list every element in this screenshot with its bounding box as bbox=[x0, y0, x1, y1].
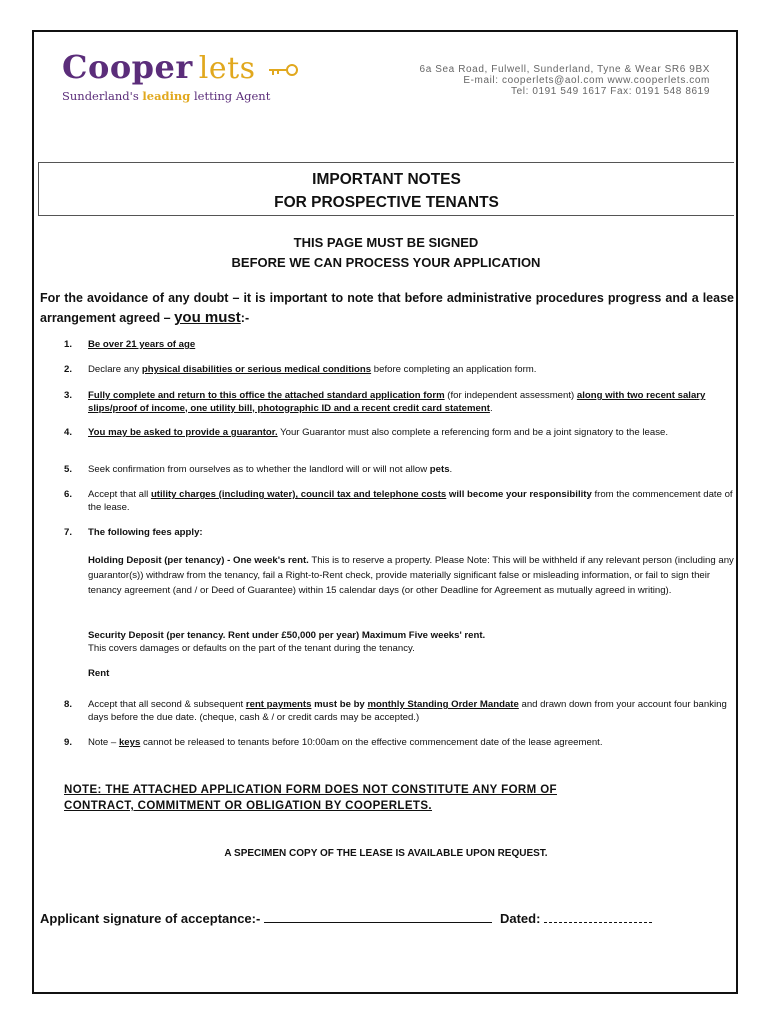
list-item-2: 2. Declare any physical disabilities or serious medical conditions before completing an application form. bbox=[64, 364, 537, 375]
list-item-4: 4. You may be asked to provide a guarantor. Your Guarantor must also complete a referencing form and be a joint signatory to the lease. bbox=[64, 427, 668, 438]
subtitle: THIS PAGE MUST BE SIGNED BEFORE WE CAN PROCESS YOUR APPLICATION bbox=[231, 235, 541, 270]
holding-deposit: Holding Deposit (per tenancy) - One week's rent. This is to reserve a property. Please Note: This will be withheld if any relevant person (including any guarantor(s)) withdraw from the tenancy, fail a Right-to-Rent check, provide materially significant false or misleading information, or fail to sign their tenancy agreement (and / or Deed of Guarantee) within 15 calendar days (or other Deadline for Agreement as mutually agreed in writing). bbox=[88, 555, 734, 597]
logo-tagline: Sunderland's leading letting Agent bbox=[62, 89, 271, 103]
intro-paragraph: For the avoidance of any doubt – it is important to note that before administrative procedures progress and a lease arrangement agreed – you must:- bbox=[40, 291, 734, 326]
specimen-notice: A SPECIMEN COPY OF THE LEASE IS AVAILABLE UPON REQUEST. bbox=[224, 848, 548, 859]
address: 6a Sea Road, Fulwell, Sunderland, Tyne & Wear SR6 9BX bbox=[419, 64, 710, 75]
phones: Tel: 0191 549 1617 Fax: 0191 548 8619 bbox=[510, 86, 710, 97]
list-item-6: 6. Accept that all utility charges (including water), council tax and telephone costs will become your responsibility from the commencement date of the lease. bbox=[64, 489, 733, 513]
list-item-8: 8. Accept that all second & subsequent rent payments must be by monthly Standing Order Mandate and drawn down from your account four banking days before the due date. (cheque, cash & / or credit cards may be accepted.) bbox=[64, 699, 727, 723]
signature-label: Applicant signature of acceptance:- bbox=[40, 911, 261, 926]
disclaimer-note: NOTE: THE ATTACHED APPLICATION FORM DOES NOT CONSTITUTE ANY FORM OF CONTRACT, COMMITMENT OR OBLIGATION BY COOPERLETS. bbox=[64, 784, 557, 812]
security-deposit: Security Deposit (per tenancy. Rent under £50,000 per year) Maximum Five weeks' rent. This covers damages or defaults on the part of the tenant during the tenancy. bbox=[88, 630, 486, 654]
contact-block bbox=[420, 64, 710, 97]
list-item-7: 7. The following fees apply: bbox=[64, 527, 203, 538]
email-web: E-mail: cooperlets@aol.com www.cooperlets.com bbox=[463, 75, 710, 86]
key-icon bbox=[269, 60, 299, 80]
rent-label: Rent bbox=[88, 668, 110, 679]
signature-row bbox=[40, 910, 652, 926]
title-line-2: FOR PROSPECTIVE TENANTS bbox=[274, 194, 499, 211]
list-item-3: 3. Fully complete and return to this office the attached standard application form (for independent assessment) along with two recent salary slips/proof of income, one utility bill, photographic ID and a recent credit card statement. bbox=[64, 390, 706, 414]
title-line-1: IMPORTANT NOTES bbox=[312, 171, 461, 188]
cooperlets-logo: Cooper lets Sunderland's leading letting Agent bbox=[62, 50, 299, 103]
dated-line[interactable] bbox=[544, 910, 652, 923]
signature-line[interactable] bbox=[264, 910, 492, 923]
list-item-9: 9. Note – keys cannot be released to tenants before 10:00am on the effective commencement date of the lease agreement. bbox=[64, 737, 603, 748]
title-box bbox=[38, 162, 734, 216]
list-item-1: 1. Be over 21 years of age bbox=[64, 339, 196, 350]
list-item-5: 5. Seek confirmation from ourselves as to whether the landlord will or will not allow pets. bbox=[64, 464, 453, 475]
dated-label: Dated: bbox=[499, 911, 541, 926]
